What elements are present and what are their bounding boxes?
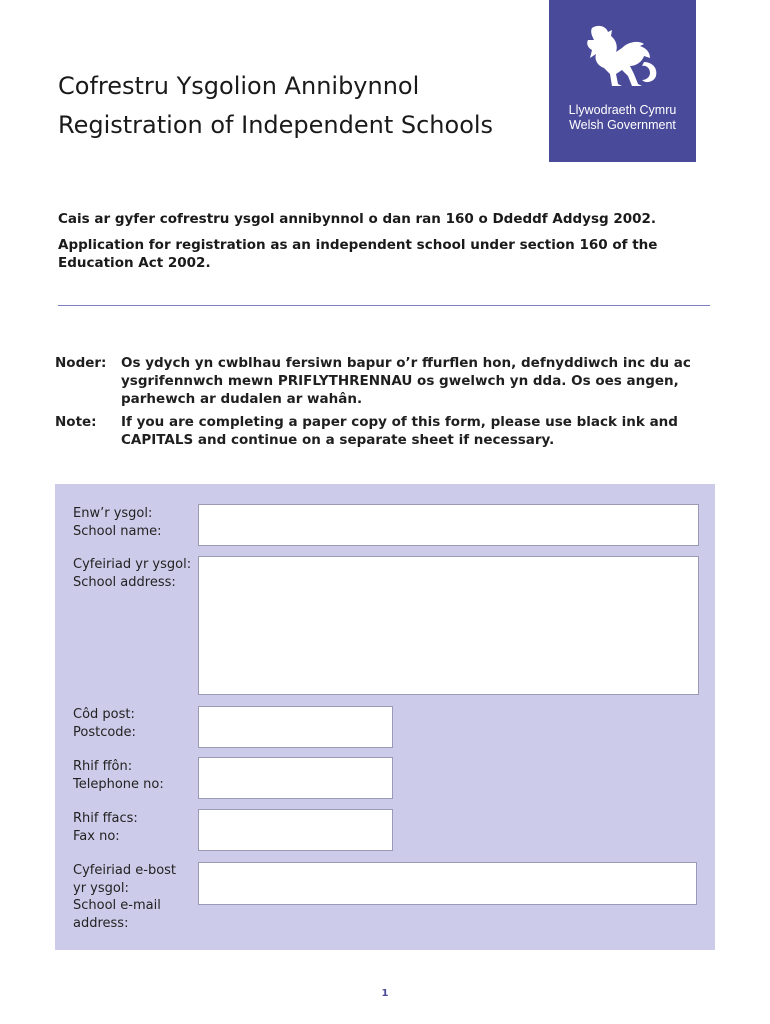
- telephone-label: [73, 758, 198, 793]
- school-address-label-welsh: Cyfeiriad yr ysgol:: [73, 557, 192, 572]
- email-label: [73, 862, 198, 932]
- fax-label-english: Fax no:: [73, 828, 120, 844]
- note-label-welsh: Noder:: [55, 355, 107, 371]
- telephone-label-english: Telephone no:: [73, 776, 164, 792]
- logo-line-english: Welsh Government: [569, 118, 676, 132]
- postcode-label: [73, 706, 198, 741]
- telephone-label-welsh: Rhif ffôn:: [73, 759, 133, 774]
- school-name-label-welsh: Enw’r ysgol:: [73, 506, 153, 521]
- page-number: 1: [381, 988, 389, 999]
- note-label-english: Note:: [55, 414, 97, 430]
- note-text-english: If you are completing a paper copy of this form, please use black ink and CAPITALS and continue on a separate sheet if necessary.: [121, 414, 678, 448]
- postcode-field[interactable]: [198, 706, 393, 748]
- note-text-welsh: Os ydych yn cwblhau fersiwn bapur o’r ffurflen hon, defnyddiwch inc du ac ysgrifennwch mewn PRIFLYTHRENNAU os gwelwch yn dda. Os oes angen, parhewch ar dudalen ar wahân.: [121, 355, 691, 407]
- welsh-government-logo: [549, 0, 696, 162]
- logo-wordmark: [549, 103, 696, 133]
- intro-welsh: Cais ar gyfer cofrestru ysgol annibynnol o dan ran 160 o Ddeddf Addysg 2002.: [58, 211, 657, 227]
- email-label-welsh-line2: yr ysgol:: [73, 880, 129, 896]
- email-field[interactable]: [198, 862, 697, 905]
- fax-label-welsh: Rhif ffacs:: [73, 811, 138, 826]
- school-name-field[interactable]: [198, 504, 699, 546]
- page-title-english: Registration of Independent Schools: [58, 111, 494, 139]
- page-title-welsh: Cofrestru Ysgolion Annibynnol: [58, 72, 420, 100]
- school-address-field[interactable]: [198, 556, 699, 695]
- email-label-welsh-line1: Cyfeiriad e-bost: [73, 863, 177, 878]
- school-address-label: [73, 556, 198, 591]
- email-label-english-line2: address:: [73, 915, 129, 931]
- intro-english: Application for registration as an independent school under section 160 of the Education Act 2002.: [58, 237, 658, 271]
- logo-line-welsh: Llywodraeth Cymru: [568, 103, 677, 117]
- fax-label: [73, 810, 198, 845]
- postcode-label-welsh: Côd post:: [73, 707, 135, 722]
- email-label-english-line1: School e-mail: [73, 898, 161, 913]
- telephone-field[interactable]: [198, 757, 393, 799]
- fax-field[interactable]: [198, 809, 393, 851]
- school-address-label-english: School address:: [73, 574, 176, 590]
- school-name-label: [73, 505, 198, 540]
- school-name-label-english: School name:: [73, 523, 162, 539]
- welsh-dragon-icon: [582, 22, 664, 94]
- section-divider: [58, 305, 710, 306]
- postcode-label-english: Postcode:: [73, 724, 136, 740]
